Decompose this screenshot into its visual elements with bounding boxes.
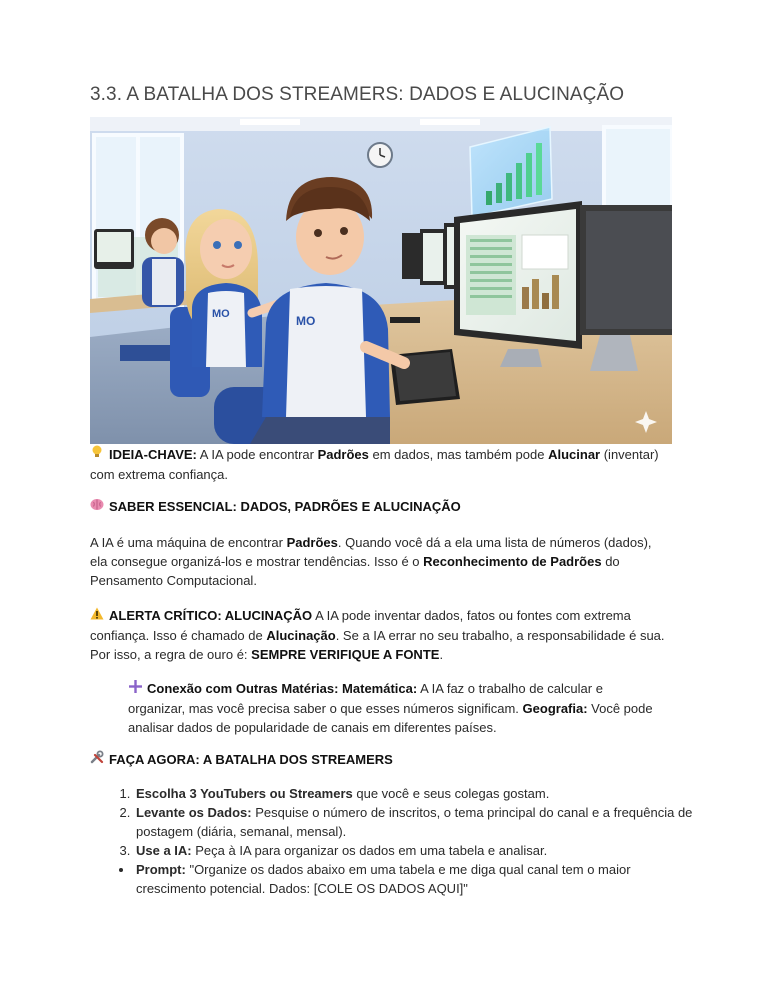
ideia-text-1: A IA pode encontrar (196, 447, 318, 462)
alerta-bold-2: SEMPRE VERIFIQUE A FONTE (251, 647, 440, 662)
lightbulb-icon (90, 445, 104, 465)
saber-text-1: A IA é uma máquina de encontrar (90, 535, 287, 550)
faca-heading-text: FAÇA AGORA: A BATALHA DOS STREAMERS (109, 752, 393, 767)
prompt-text: "Organize os dados abaixo em uma tabela e me diga qual canal tem o maior crescimento potencial. Dados: [COLE OS DADOS AQUI]" (136, 862, 631, 896)
ideia-bold-2: Alucinar (548, 447, 601, 462)
alerta-label: ALERTA CRÍTICO: ALUCINAÇÃO (109, 608, 313, 623)
step-1-text: que você e seus colegas gostam. (352, 786, 550, 801)
faca-heading (90, 750, 670, 770)
saber-text-3: do Pensamento Computacional. (90, 554, 620, 588)
step-2-bold: Levante os Dados: (136, 805, 252, 820)
saber-bold-2: Reconhecimento de Padrões (423, 554, 602, 569)
list-item (134, 803, 694, 841)
steps-list (110, 784, 694, 860)
ideia-chave-label: IDEIA-CHAVE: (109, 447, 197, 462)
brain-icon (90, 498, 104, 517)
alerta-text-2: . Se a IA errar no seu trabalho, a responsabilidade é sua. Por isso, a regra de ouro é: (90, 628, 665, 662)
saber-bold-1: Padrões (286, 535, 338, 550)
conexao-label: Conexão com Outras Matérias: Matemática: (147, 681, 418, 696)
conexao-paragraph (128, 679, 658, 737)
ideia-chave-paragraph (90, 445, 670, 484)
list-item (134, 841, 694, 860)
alerta-text-1: A IA pode inventar dados, fatos ou fontes com extrema confiança. Isso é chamado de (90, 608, 631, 643)
tools-icon (90, 750, 104, 770)
warning-icon (90, 607, 104, 626)
alerta-bold-1: Alucinação (266, 628, 336, 643)
step-3-bold: Use a IA: (136, 843, 192, 858)
section-title: 3.3. A BATALHA DOS STREAMERS: DADOS E ALUCINAÇÃO (90, 84, 625, 105)
conexao-text-2: Você pode analisar dados de popularidade de canais em diferentes países. (128, 701, 653, 735)
prompt-list (110, 860, 694, 898)
classroom-illustration (90, 117, 672, 444)
step-2-text: Pesquise o número de inscritos, o tema principal do canal e a frequência de postagem (diária, semanal, mensal). (136, 805, 693, 839)
conexao-text-1: A IA faz o trabalho de calcular e organizar, mas você precisa saber o que esses números significam. (128, 681, 603, 716)
conexao-bold-1: Geografia: (522, 701, 588, 716)
saber-text-2: . Quando você dá a ela uma lista de números (dados), ela consegue organizá-los e mostrar tendências. Isso é o (90, 535, 652, 569)
saber-heading-text: SABER ESSENCIAL: DADOS, PADRÕES E ALUCINAÇÃO (109, 499, 461, 514)
alerta-paragraph (90, 606, 670, 664)
plus-sparkle-icon (128, 680, 142, 699)
shirt-text-boy: MO (296, 314, 316, 328)
list-item (134, 860, 694, 898)
ideia-text-3: (inventar) com extrema confiança. (90, 447, 659, 482)
shirt-text-girl: MO (212, 308, 230, 320)
saber-heading (90, 497, 670, 517)
alerta-text-3: . (439, 647, 444, 662)
ideia-bold-1: Padrões (317, 447, 369, 462)
list-item (134, 784, 694, 803)
prompt-label: Prompt: (136, 862, 186, 877)
saber-paragraph (90, 533, 670, 590)
ideia-text-2: em dados, mas também pode (368, 447, 549, 462)
step-1-bold: Escolha 3 YouTubers ou Streamers (136, 786, 353, 801)
step-3-text: Peça à IA para organizar os dados em uma tabela e analisar. (191, 843, 548, 858)
classroom-image (90, 117, 672, 444)
